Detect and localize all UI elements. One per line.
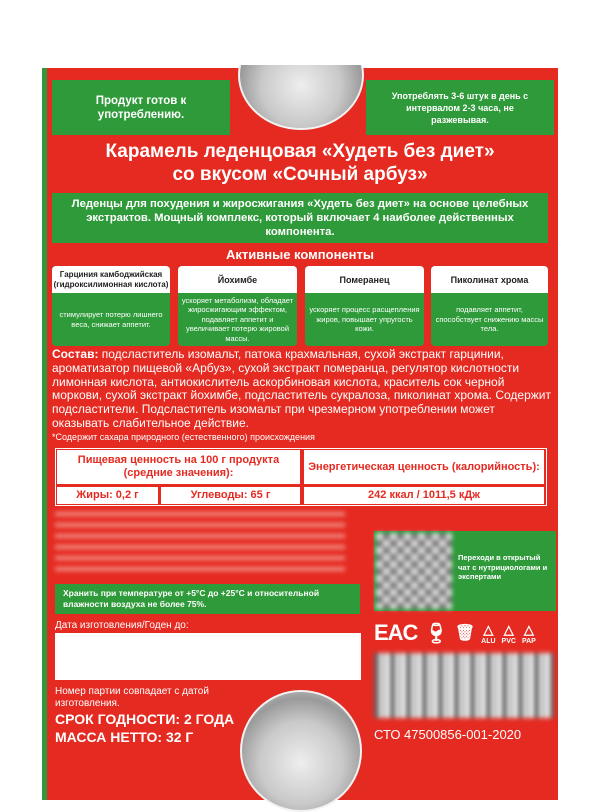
- recycle-icon: △ ALU: [481, 621, 496, 645]
- qr-caption: Переходи в открытый чат с нутрициологами и экспертами: [458, 553, 548, 581]
- component-effect: ускоряет метаболизм, обладает жиросжигающим эффектом, подавляет аппетит и увеличивает потерю жировой массы.: [181, 295, 294, 343]
- composition-label: Состав:: [52, 347, 99, 361]
- recycle-icon: △ PAP: [521, 621, 536, 645]
- composition-text: подсластитель изомальт, патока крахмальная, сухой экстракт гарцинии, ароматизатор пищевой «Арбуз», сухой экстракт померанца, регулятор кислотности лимонная кислота, антиокислитель аскорбиновая кислота, краситель сок черной моркови, сухой экстракт йохимбе, подсластитель сукралоза, пиколинат хрома. Содержит подсластители. Подсластитель изомальт при чрезмерном употреблении может оказывать слабительное действие.: [52, 347, 551, 430]
- recycle-code: PAP: [521, 637, 536, 645]
- nutrition-header: Пищевая ценность на 100 г продукта (средние значения):: [57, 450, 300, 484]
- footnote: *Содержит сахара природного (естественного) происхождения: [52, 432, 315, 442]
- energy-value: 242 ккал / 1011,5 кДж: [304, 487, 544, 504]
- nutrition-table: [55, 448, 547, 506]
- qr-code[interactable]: [376, 533, 452, 609]
- blister-bottom: [240, 690, 362, 812]
- certification-marks: [374, 615, 556, 651]
- storage-conditions: Хранить при температуре от +5°C до +25°C и относительной влажности воздуха не более 75%.: [55, 584, 360, 614]
- manufacturer-info-blurred: [55, 512, 345, 574]
- food-safe-icon: 🍷︎: [423, 622, 449, 645]
- component-name: Пиколинат хрома: [431, 266, 548, 293]
- component-card: [305, 266, 424, 346]
- net-weight: МАССА НЕТТО: 32 Г: [55, 729, 194, 745]
- usage-note: Употреблять 3-6 штук в день с интервалом 2-3 часа, не разжевывая.: [366, 80, 554, 135]
- active-heading: Активные компоненты: [226, 247, 374, 262]
- ready-note: Продукт готов к употреблению.: [52, 80, 230, 135]
- component-card: [431, 266, 548, 346]
- blister-top: [238, 20, 364, 130]
- trash-bin-icon: 🗑︎: [454, 625, 476, 642]
- carbs-value: Углеводы: 65 г: [161, 487, 300, 504]
- eac-mark: EAC: [374, 620, 418, 645]
- component-card: [52, 266, 170, 346]
- fats-value: Жиры: 0,2 г: [57, 487, 158, 504]
- component-effect: стимулирует потерю лишнего веса, снижает аппетит.: [59, 310, 163, 329]
- composition: [52, 348, 552, 431]
- component-card: [178, 266, 297, 346]
- batch-note: Номер партии совпадает с датой изготовления.: [55, 686, 209, 709]
- component-effect: ускоряет процесс расщепления жиров, повышает упругость кожи.: [309, 305, 420, 334]
- qr-block: [374, 531, 556, 611]
- product-title: [42, 140, 558, 186]
- shelf-life: СРОК ГОДНОСТИ: 2 ГОДА: [55, 711, 235, 727]
- recycle-code: PVC: [501, 637, 516, 645]
- component-name: Померанец: [305, 266, 424, 293]
- date-field: [55, 633, 361, 680]
- recycle-icon: △ PVC: [501, 621, 516, 645]
- recycle-code: ALU: [481, 637, 496, 645]
- energy-header: Энергетическая ценность (калорийность):: [304, 450, 544, 484]
- component-effect: подавляет аппетит, способствует снижению массы тела.: [435, 305, 544, 334]
- date-label: Дата изготовления/Годен до:: [55, 620, 189, 631]
- component-name: Гарциния камбоджийская (гидроксилимонная кислота): [52, 266, 170, 293]
- title-line1: Карамель леденцовая «Худеть без диет»: [105, 141, 495, 162]
- barcode: [374, 653, 554, 718]
- standard-code: СТО 47500856-001-2020: [374, 727, 522, 742]
- component-name: Йохимбе: [178, 266, 297, 293]
- title-line2: со вкусом «Сочный арбуз»: [172, 164, 428, 185]
- description: Леденцы для похудения и жиросжигания «Худеть без диет» на основе целебных экстрактов. Мощный комплекс, который включает 4 наиболее действенных компонента.: [52, 193, 548, 243]
